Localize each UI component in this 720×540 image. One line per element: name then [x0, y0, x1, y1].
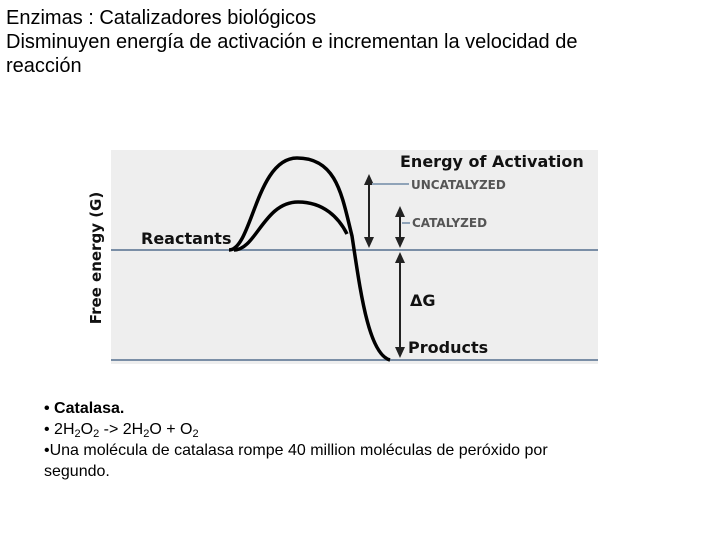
- slide-title: Enzimas : Catalizadores biológicos: [6, 7, 317, 29]
- equation-part: O: [80, 421, 94, 438]
- equation-subscript: 2: [74, 428, 81, 440]
- slide-subtitle-line: Disminuyen energía de activación e incrementan la velocidad de: [6, 31, 578, 53]
- bullet-reaction-equation: [44, 419, 694, 440]
- equation-part: • 2H: [44, 421, 75, 438]
- diagram-svg: [84, 148, 600, 368]
- activation-energy-diagram: [84, 148, 600, 368]
- y-axis-label: Free energy (G): [87, 191, 105, 325]
- delta-g-letter: G: [422, 291, 436, 310]
- diagram-title: Energy of Activation: [400, 152, 584, 171]
- slide-subtitle-line: reacción: [6, 55, 82, 77]
- equation-part: O + O: [149, 421, 193, 438]
- products-label: Products: [408, 338, 489, 357]
- uncatalyzed-label: UNCATALYZED: [411, 178, 506, 192]
- delta-symbol: Δ: [410, 291, 423, 310]
- reactants-label: Reactants: [141, 229, 232, 248]
- equation-part: -> 2H: [99, 421, 144, 438]
- bullet-catalasa: • Catalasa.: [44, 400, 125, 417]
- slide-title-block: [6, 6, 706, 78]
- catalyzed-label: CATALYZED: [412, 216, 488, 230]
- delta-g-label: [410, 291, 436, 310]
- equation-subscript: 2: [143, 428, 150, 440]
- bullet-catalase-rate-continued: segundo.: [44, 463, 110, 480]
- bullet-catalase-rate: •Una molécula de catalasa rompe 40 million moléculas de peróxido por: [44, 442, 548, 459]
- bullet-list: [44, 398, 694, 482]
- equation-subscript: 2: [192, 428, 199, 440]
- equation-subscript: 2: [93, 428, 100, 440]
